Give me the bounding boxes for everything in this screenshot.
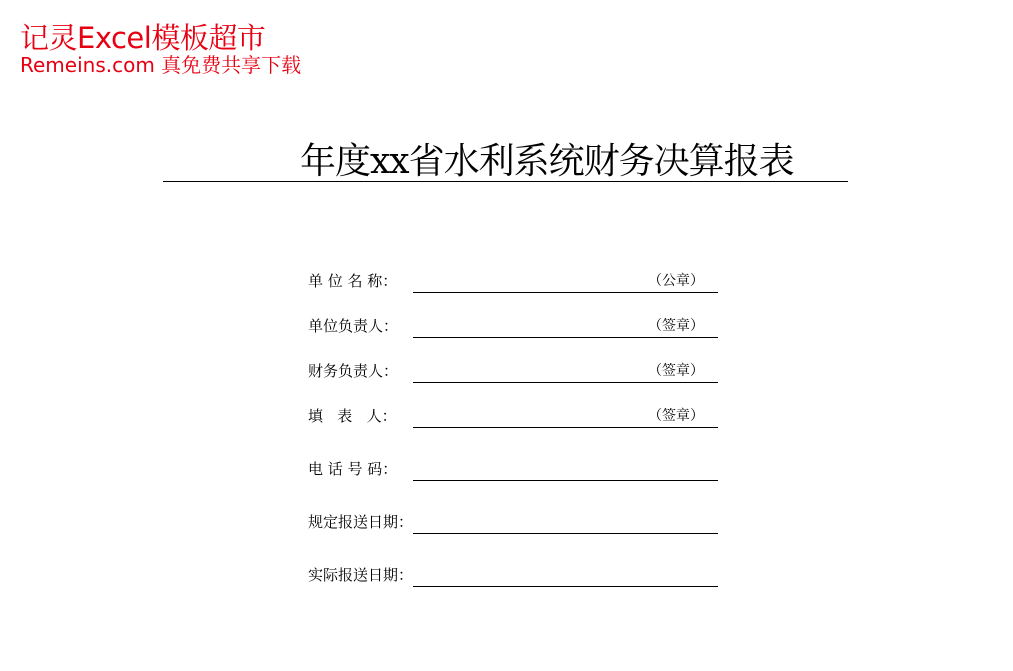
field-actual-date <box>308 563 720 587</box>
watermark-brand: 记灵Excel模板超市 <box>20 21 266 55</box>
field-seal-note: （签章） <box>648 363 704 379</box>
field-label: 填 表 人： <box>308 407 397 425</box>
field-label: 规定报送日期： <box>308 513 414 531</box>
field-blank-line <box>413 292 718 293</box>
field-blank-line <box>413 337 718 338</box>
field-blank-line <box>413 382 718 383</box>
field-seal-note: （公章） <box>648 273 704 289</box>
field-label: 单 位 名 称： <box>308 272 398 290</box>
field-blank-line <box>413 586 718 587</box>
title-underline <box>163 181 848 182</box>
field-label: 单位负责人： <box>308 317 399 335</box>
field-preparer <box>308 404 720 428</box>
field-label: 实际报送日期： <box>308 566 414 584</box>
field-blank-line <box>413 427 718 428</box>
field-unit-name <box>308 269 720 293</box>
field-seal-note: （签章） <box>648 408 704 424</box>
field-scheduled-date <box>308 510 720 534</box>
watermark <box>20 20 301 76</box>
watermark-slogan: Remeins.com 真免费共享下载 <box>20 53 302 77</box>
field-unit-head <box>308 314 720 338</box>
field-finance-head <box>308 359 720 383</box>
field-label: 电 话 号 码： <box>308 460 398 478</box>
field-label: 财务负责人： <box>308 362 399 380</box>
field-phone <box>308 457 720 481</box>
field-blank-line <box>413 480 718 481</box>
report-title: 年度xx省水利系统财务决算报表 <box>300 141 794 182</box>
field-blank-line <box>413 533 718 534</box>
field-seal-note: （签章） <box>648 318 704 334</box>
